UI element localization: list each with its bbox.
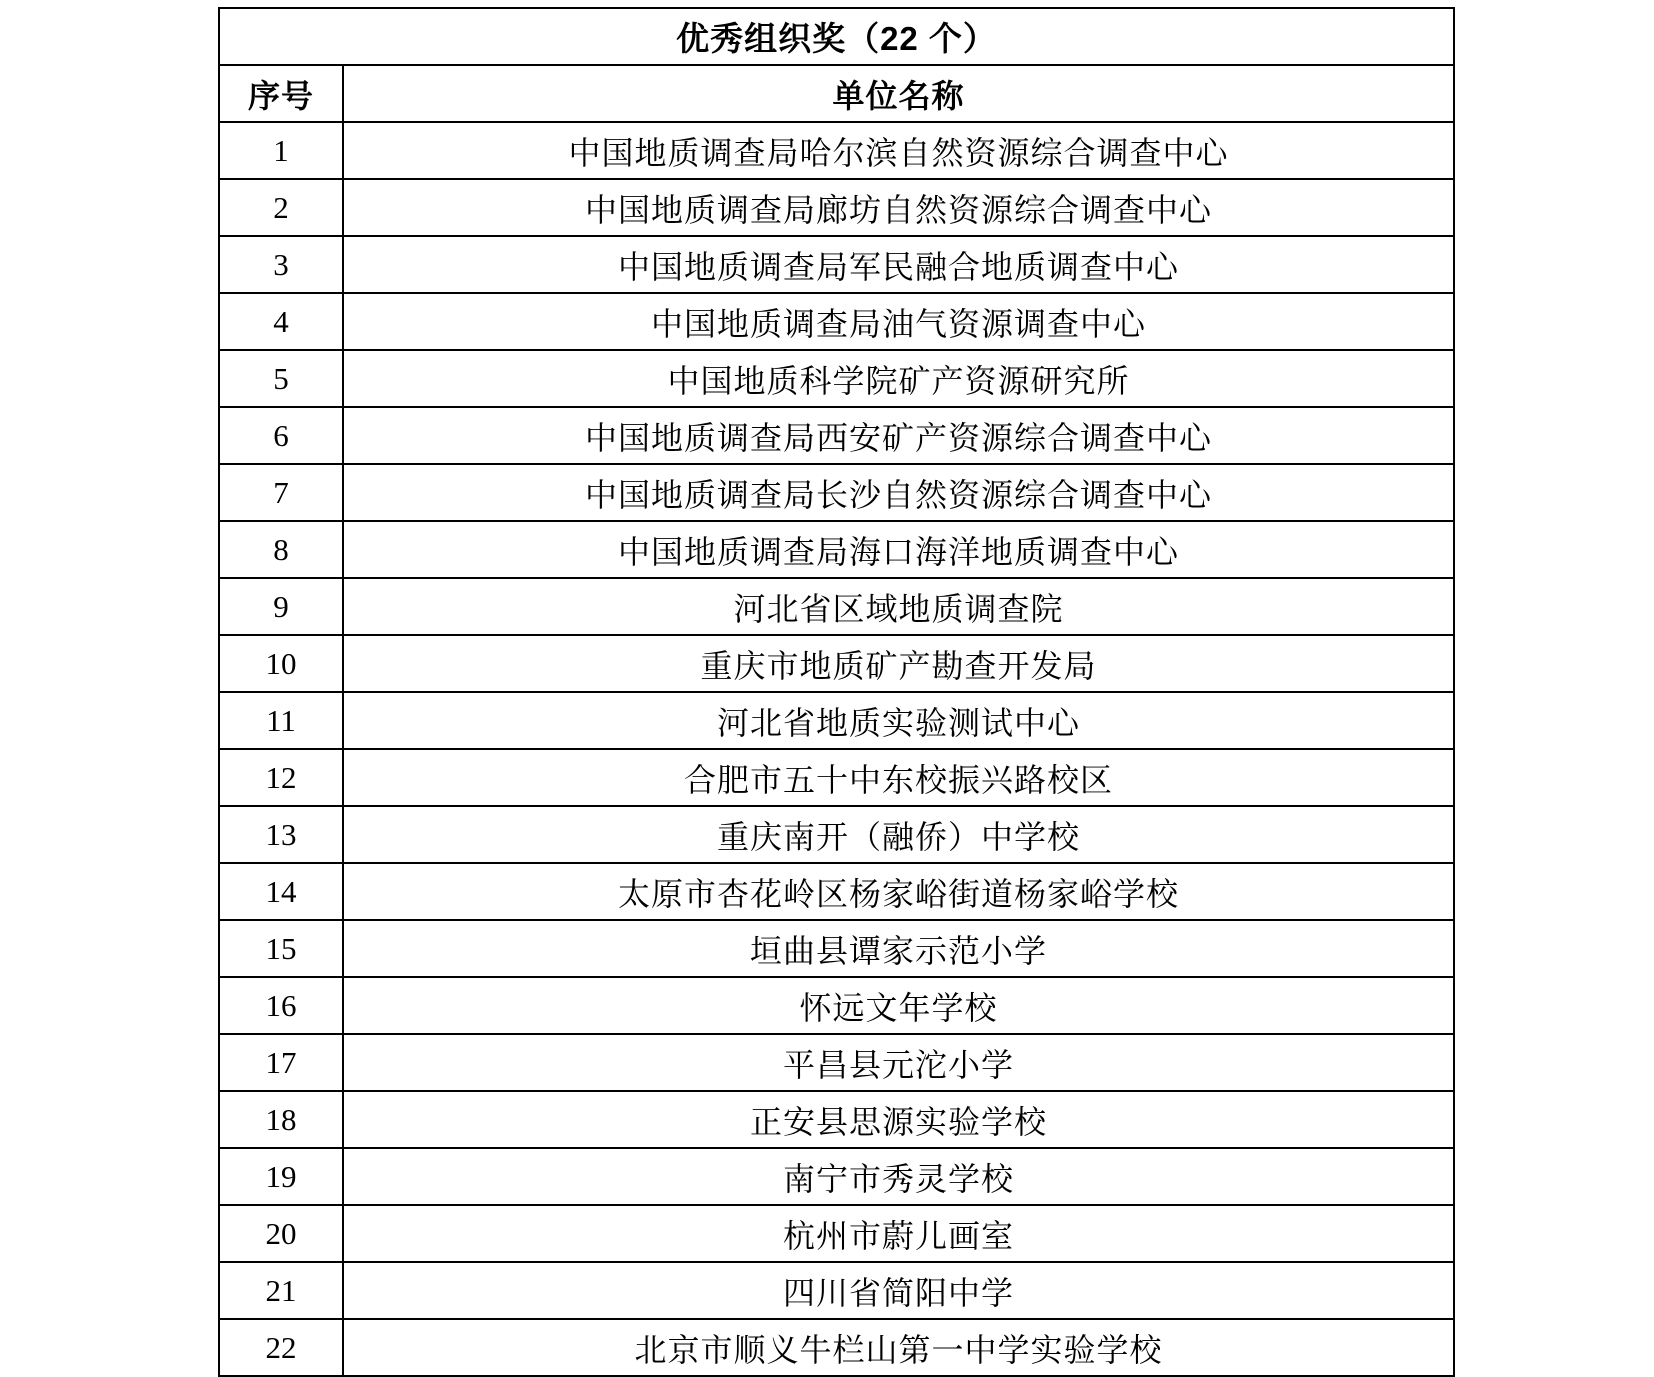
row-number-cell: 11	[219, 692, 343, 749]
table-row	[219, 407, 1454, 464]
unit-name-cell: 四川省简阳中学	[343, 1262, 1454, 1319]
table-row	[219, 1034, 1454, 1091]
unit-name-cell: 中国地质调查局西安矿产资源综合调查中心	[343, 407, 1454, 464]
row-number-cell: 1	[219, 122, 343, 179]
row-number-cell: 15	[219, 920, 343, 977]
row-number-cell: 17	[219, 1034, 343, 1091]
row-number-cell: 6	[219, 407, 343, 464]
unit-name-cell: 中国地质调查局廊坊自然资源综合调查中心	[343, 179, 1454, 236]
table-row	[219, 179, 1454, 236]
header-row	[219, 65, 1454, 122]
unit-name-cell: 中国地质调查局哈尔滨自然资源综合调查中心	[343, 122, 1454, 179]
row-number-cell: 5	[219, 350, 343, 407]
row-number-cell: 14	[219, 863, 343, 920]
row-number-cell: 18	[219, 1091, 343, 1148]
row-number-cell: 13	[219, 806, 343, 863]
unit-name-cell: 北京市顺义牛栏山第一中学实验学校	[343, 1319, 1454, 1376]
row-number-cell: 2	[219, 179, 343, 236]
unit-name-cell: 杭州市蔚儿画室	[343, 1205, 1454, 1262]
unit-name-cell: 南宁市秀灵学校	[343, 1148, 1454, 1205]
unit-name-cell: 垣曲县谭家示范小学	[343, 920, 1454, 977]
row-number-cell: 3	[219, 236, 343, 293]
table-row	[219, 635, 1454, 692]
table-row	[219, 521, 1454, 578]
row-number-cell: 22	[219, 1319, 343, 1376]
unit-name-cell: 太原市杏花岭区杨家峪街道杨家峪学校	[343, 863, 1454, 920]
table-row	[219, 122, 1454, 179]
unit-name-cell: 河北省地质实验测试中心	[343, 692, 1454, 749]
table-row	[219, 749, 1454, 806]
column-header-no: 序号	[219, 65, 343, 122]
table-row	[219, 920, 1454, 977]
unit-name-cell: 重庆市地质矿产勘查开发局	[343, 635, 1454, 692]
table-row	[219, 1091, 1454, 1148]
table-row	[219, 1262, 1454, 1319]
unit-name-cell: 重庆南开（融侨）中学校	[343, 806, 1454, 863]
table-title: 优秀组织奖（22 个）	[219, 8, 1454, 65]
table-row	[219, 863, 1454, 920]
table-row	[219, 350, 1454, 407]
table-row	[219, 977, 1454, 1034]
table-row	[219, 293, 1454, 350]
unit-name-cell: 中国地质调查局军民融合地质调查中心	[343, 236, 1454, 293]
title-row	[219, 8, 1454, 65]
table-row	[219, 464, 1454, 521]
unit-name-cell: 合肥市五十中东校振兴路校区	[343, 749, 1454, 806]
unit-name-cell: 中国地质调查局长沙自然资源综合调查中心	[343, 464, 1454, 521]
row-number-cell: 19	[219, 1148, 343, 1205]
row-number-cell: 20	[219, 1205, 343, 1262]
table-row	[219, 1319, 1454, 1376]
row-number-cell: 12	[219, 749, 343, 806]
row-number-cell: 7	[219, 464, 343, 521]
row-number-cell: 21	[219, 1262, 343, 1319]
unit-name-cell: 正安县思源实验学校	[343, 1091, 1454, 1148]
row-number-cell: 10	[219, 635, 343, 692]
column-header-unit-name: 单位名称	[343, 65, 1454, 122]
table-row	[219, 236, 1454, 293]
unit-name-cell: 平昌县元沱小学	[343, 1034, 1454, 1091]
table-row	[219, 578, 1454, 635]
table-row	[219, 1205, 1454, 1262]
row-number-cell: 16	[219, 977, 343, 1034]
row-number-cell: 9	[219, 578, 343, 635]
unit-name-cell: 中国地质调查局油气资源调查中心	[343, 293, 1454, 350]
unit-name-cell: 河北省区域地质调查院	[343, 578, 1454, 635]
award-table	[218, 7, 1455, 1377]
unit-name-cell: 怀远文年学校	[343, 977, 1454, 1034]
table-row	[219, 692, 1454, 749]
unit-name-cell: 中国地质调查局海口海洋地质调查中心	[343, 521, 1454, 578]
unit-name-cell: 中国地质科学院矿产资源研究所	[343, 350, 1454, 407]
table-row	[219, 806, 1454, 863]
row-number-cell: 8	[219, 521, 343, 578]
table-row	[219, 1148, 1454, 1205]
row-number-cell: 4	[219, 293, 343, 350]
